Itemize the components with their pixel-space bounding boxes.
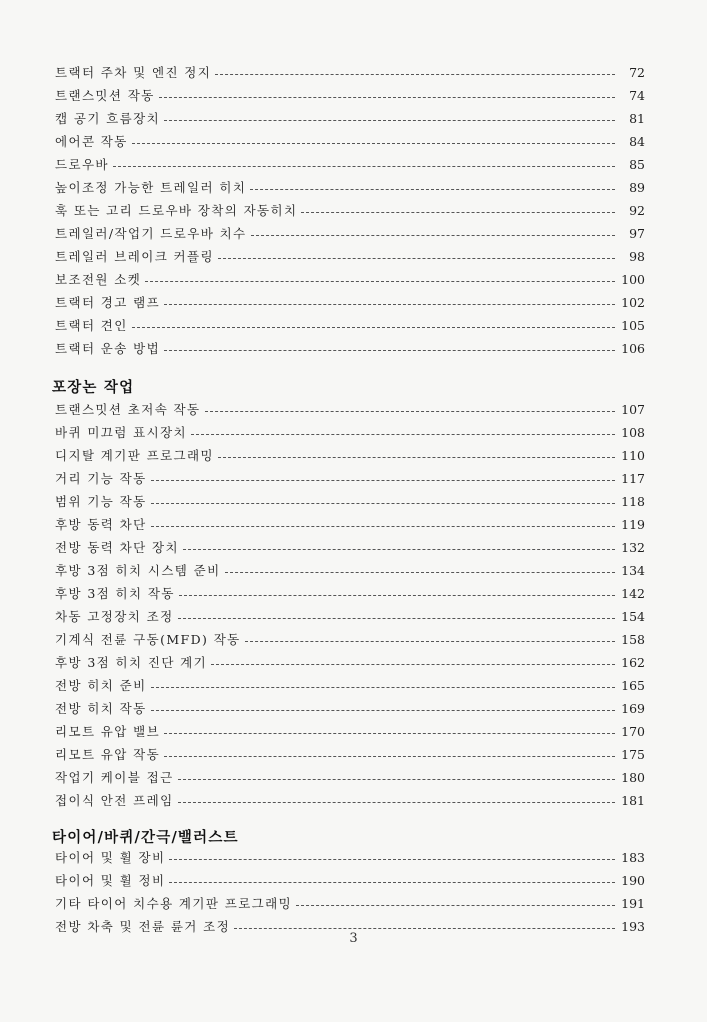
toc-entry-title: 트랜스밋션 초저속 작동: [55, 402, 201, 417]
dot-leader: [151, 479, 615, 481]
toc-entry-page: 181: [621, 793, 645, 808]
toc-entry: [55, 337, 645, 360]
toc-entry: [55, 846, 645, 869]
toc-entry-title: 타이어 및 휠 정비: [55, 873, 166, 888]
section-heading-field-work: 포장논 작업: [52, 379, 135, 396]
toc-entry-page: 119: [621, 517, 645, 532]
section-heading-tires: 타이어/바퀴/간극/밸러스트: [52, 829, 239, 846]
toc-entry-title: 후방 3점 히치 작동: [55, 586, 175, 601]
toc-entry-title: 트랙터 경고 램프: [55, 295, 161, 310]
dot-leader: [218, 456, 615, 458]
toc-entry-page: 165: [621, 678, 645, 693]
toc-entry-page: 105: [621, 318, 645, 333]
toc-entry-page: 97: [629, 226, 645, 241]
toc-entry-page: 183: [621, 850, 645, 865]
dot-leader: [169, 881, 615, 883]
toc-entry: [55, 582, 645, 605]
dot-leader: [151, 686, 615, 688]
toc-entry-page: 81: [629, 111, 645, 126]
toc-entry-title: 보조전원 소켓: [55, 272, 142, 287]
toc-entry-title: 작업기 케이블 접근: [55, 770, 174, 785]
dot-leader: [296, 904, 615, 906]
toc-entry: [55, 766, 645, 789]
toc-entry: [55, 314, 645, 337]
toc-entry-page: 102: [621, 295, 645, 310]
toc-entry-title: 훅 또는 고리 드로우바 장착의 자동히치: [55, 203, 298, 218]
toc-entry-title: 높이조정 가능한 트레일러 히치: [55, 180, 247, 195]
toc-entry: [55, 153, 645, 176]
dot-leader: [164, 119, 615, 121]
toc-entry: [55, 291, 645, 314]
toc-entry-page: 84: [629, 134, 645, 149]
toc-entry-page: 169: [621, 701, 645, 716]
toc-entry-page: 89: [629, 180, 645, 195]
dot-leader: [113, 165, 615, 167]
toc-entry-page: 132: [621, 540, 645, 555]
toc-entry-page: 100: [621, 272, 645, 287]
toc-entry-title: 바퀴 미끄럼 표시장치: [55, 425, 188, 440]
dot-leader: [151, 502, 615, 504]
toc-entry-title: 캡 공기 흐름장치: [55, 111, 161, 126]
toc-entry-title: 차동 고정장치 조정: [55, 609, 174, 624]
toc-entry-title: 전방 히치 작동: [55, 701, 147, 716]
toc-entry-title: 범위 기능 작동: [55, 494, 147, 509]
toc-entry-title: 트랜스밋션 작동: [55, 88, 155, 103]
toc-entry: [55, 743, 645, 766]
toc-entry-title: 리모트 유압 작동: [55, 747, 161, 762]
toc-entry: [55, 444, 645, 467]
toc-group-field-work: [55, 398, 645, 812]
toc-entry: [55, 697, 645, 720]
toc-entry-title: 후방 동력 차단: [55, 517, 147, 532]
toc-entry-page: 72: [629, 65, 645, 80]
toc-entry-title: 트레일러 브레이크 커플링: [55, 249, 214, 264]
dot-leader: [234, 927, 615, 929]
toc-entry-page: 154: [621, 609, 645, 624]
dot-leader: [164, 755, 615, 757]
toc-entry: [55, 245, 645, 268]
dot-leader: [301, 211, 615, 213]
dot-leader: [164, 349, 615, 351]
toc-entry-page: 98: [629, 249, 645, 264]
toc-entry: [55, 421, 645, 444]
dot-leader: [250, 188, 615, 190]
toc-group-tires: [55, 846, 645, 938]
dot-leader: [183, 548, 615, 550]
dot-leader: [169, 858, 615, 860]
toc-entry: [55, 490, 645, 513]
dot-leader: [218, 257, 615, 259]
toc-entry-page: 107: [621, 402, 645, 417]
toc-entry: [55, 674, 645, 697]
toc-entry-title: 후방 3점 히치 진단 계기: [55, 655, 208, 670]
dot-leader: [145, 280, 615, 282]
toc-entry-page: 85: [629, 157, 645, 172]
toc-entry-title: 트랙터 주차 및 엔진 정지: [55, 65, 212, 80]
toc-entry-page: 117: [621, 471, 645, 486]
toc-entry-title: 트레일러/작업기 드로우바 치수: [55, 226, 247, 241]
toc-entry-title: 리모트 유압 밸브: [55, 724, 161, 739]
dot-leader: [211, 663, 615, 665]
toc-entry-page: 92: [629, 203, 645, 218]
toc-entry: [55, 869, 645, 892]
dot-leader: [178, 617, 615, 619]
toc-entry-page: 170: [621, 724, 645, 739]
toc-entry: [55, 720, 645, 743]
dot-leader: [164, 303, 615, 305]
toc-entry: [55, 559, 645, 582]
toc-entry-title: 전방 차축 및 전륜 륜거 조정: [55, 919, 231, 934]
toc-entry-page: 175: [621, 747, 645, 762]
toc-entry-page: 118: [621, 494, 645, 509]
toc-entry-page: 193: [621, 919, 645, 934]
toc-entry-page: 106: [621, 341, 645, 356]
toc-entry-title: 접이식 안전 프레임: [55, 793, 174, 808]
dot-leader: [178, 801, 615, 803]
page-number: 3: [349, 931, 358, 946]
toc-group-continued: [55, 61, 645, 360]
toc-entry: [55, 199, 645, 222]
dot-leader: [151, 525, 615, 527]
toc-entry-title: 디지탈 계기판 프로그래밍: [55, 448, 214, 463]
toc-entry: [55, 130, 645, 153]
toc-entry: [55, 789, 645, 812]
toc-entry-title: 기계식 전륜 구동(MFD) 작동: [55, 632, 241, 647]
toc-entry-page: 180: [621, 770, 645, 785]
toc-entry-title: 트랙터 견인: [55, 318, 128, 333]
toc-entry: [55, 513, 645, 536]
toc-entry: [55, 398, 645, 421]
toc-entry-page: 108: [621, 425, 645, 440]
toc-entry-title: 거리 기능 작동: [55, 471, 147, 486]
dot-leader: [159, 96, 615, 98]
toc-entry: [55, 107, 645, 130]
toc-entry-page: 191: [621, 896, 645, 911]
toc-entry: [55, 605, 645, 628]
toc-entry: [55, 892, 645, 915]
toc-entry: [55, 467, 645, 490]
toc-entry-title: 타이어 및 휠 장비: [55, 850, 166, 865]
toc-entry-title: 트랙터 운송 방법: [55, 341, 161, 356]
dot-leader: [179, 594, 615, 596]
toc-entry-page: 162: [621, 655, 645, 670]
toc-entry-page: 74: [629, 88, 645, 103]
dot-leader: [151, 709, 615, 711]
dot-leader: [215, 73, 615, 75]
dot-leader: [245, 640, 615, 642]
dot-leader: [132, 326, 615, 328]
toc-entry: [55, 84, 645, 107]
toc-entry: [55, 222, 645, 245]
dot-leader: [251, 234, 615, 236]
toc-entry-title: 에어콘 작동: [55, 134, 128, 149]
toc-entry: [55, 61, 645, 84]
dot-leader: [205, 410, 616, 412]
toc-entry: [55, 651, 645, 674]
toc-entry-title: 드로우바: [55, 157, 109, 172]
toc-entry-page: 134: [621, 563, 645, 578]
dot-leader: [191, 433, 615, 435]
toc-entry: [55, 536, 645, 559]
dot-leader: [132, 142, 615, 144]
toc-entry: [55, 628, 645, 651]
dot-leader: [164, 732, 615, 734]
toc-entry: [55, 268, 645, 291]
toc-entry-page: 110: [621, 448, 645, 463]
toc-entry-title: 전방 히치 준비: [55, 678, 147, 693]
toc-entry-page: 158: [621, 632, 645, 647]
toc-entry-title: 기타 타이어 치수용 계기판 프로그래밍: [55, 896, 293, 911]
toc-entry-title: 전방 동력 차단 장치: [55, 540, 179, 555]
toc-entry-page: 190: [621, 873, 645, 888]
dot-leader: [178, 778, 615, 780]
toc-entry: [55, 176, 645, 199]
toc-entry-title: 후방 3점 히치 시스템 준비: [55, 563, 221, 578]
toc-entry-page: 142: [621, 586, 645, 601]
dot-leader: [225, 571, 615, 573]
